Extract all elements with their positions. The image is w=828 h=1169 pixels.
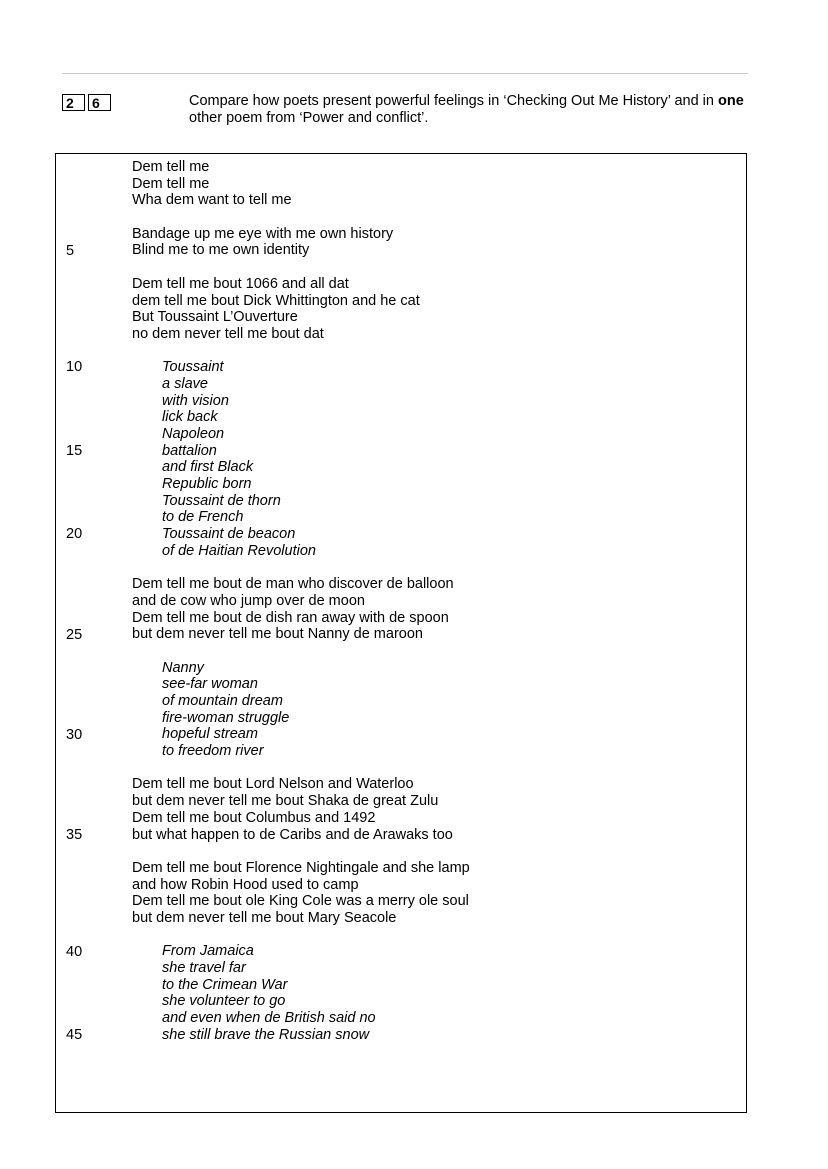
poem-line: see-far woman bbox=[162, 676, 258, 693]
poem-line: battalion bbox=[162, 442, 217, 459]
stanza-gap bbox=[132, 560, 470, 577]
poem-line: lick back bbox=[162, 409, 218, 426]
question-number-digit-2: 6 bbox=[88, 94, 111, 111]
stanza-gap bbox=[132, 343, 470, 360]
poem-line: and even when de British said no bbox=[162, 1010, 376, 1027]
question-text-part-2: other poem from ‘Power and conflict’. bbox=[189, 110, 429, 126]
poem-line: Toussaint de beacon bbox=[162, 526, 296, 543]
poem-line: to de French bbox=[162, 509, 244, 526]
stanza-gap bbox=[132, 259, 470, 276]
question-text-emphasis: one bbox=[717, 93, 744, 109]
poem-line: Dem tell me bout ole King Cole was a merry ole soul bbox=[132, 893, 469, 910]
poem-line: she still brave the Russian snow bbox=[162, 1026, 370, 1043]
poem-line: Nanny bbox=[162, 659, 204, 676]
poem-line: but what happen to de Caribs and de Arawaks too bbox=[132, 826, 453, 843]
line-number: 10 bbox=[66, 359, 83, 376]
poem-line: Dem tell me bout de dish ran away with de spoon bbox=[132, 609, 449, 626]
poem-line: and de cow who jump over de moon bbox=[132, 592, 365, 609]
poem-line: But Toussaint L’Ouverture bbox=[132, 309, 298, 326]
stanza-gap bbox=[132, 760, 470, 777]
poem-line: From Jamaica bbox=[162, 943, 254, 960]
question-text bbox=[189, 93, 749, 127]
poem-line: Blind me to me own identity bbox=[132, 242, 310, 259]
stanza-gap bbox=[132, 643, 470, 660]
poem-line: Dem tell me bout de man who discover de balloon bbox=[132, 576, 454, 593]
stanza-gap bbox=[132, 927, 470, 944]
line-number: 45 bbox=[66, 1027, 83, 1044]
poem-line: but dem never tell me bout Nanny de maroon bbox=[132, 626, 423, 643]
poem-line: a slave bbox=[162, 375, 208, 392]
poem-line: she volunteer to go bbox=[162, 993, 286, 1010]
poem-line: Dem tell me bbox=[132, 175, 210, 192]
question-number bbox=[62, 94, 111, 111]
poem-line: Dem tell me bout Florence Nightingale and she lamp bbox=[132, 859, 470, 876]
poem-line: with vision bbox=[162, 392, 229, 409]
poem-line: Toussaint bbox=[162, 359, 224, 376]
line-number: 40 bbox=[66, 943, 83, 960]
question-text-part-1: Compare how poets present powerful feelings in ‘Checking Out Me History’ and in bbox=[189, 93, 714, 109]
poem-line: hopeful stream bbox=[162, 726, 258, 743]
poem-line: of de Haitian Revolution bbox=[162, 542, 316, 559]
line-number: 20 bbox=[66, 526, 83, 543]
poem-line: but dem never tell me bout Shaka de great Zulu bbox=[132, 793, 439, 810]
poem-extract bbox=[132, 159, 470, 1043]
line-number: 15 bbox=[66, 442, 83, 459]
poem-line: no dem never tell me bout dat bbox=[132, 325, 324, 342]
poem-line: and first Black bbox=[162, 459, 254, 476]
poem-line: Dem tell me bbox=[132, 159, 210, 175]
poem-line: Republic born bbox=[162, 476, 252, 493]
poem-line: Dem tell me bout 1066 and all dat bbox=[132, 275, 349, 292]
line-number: 35 bbox=[66, 827, 83, 843]
poem-line: Dem tell me bout Columbus and 1492 bbox=[132, 809, 376, 826]
poem-line: but dem never tell me bout Mary Seacole bbox=[132, 909, 397, 926]
line-number: 30 bbox=[66, 726, 83, 743]
poem-line: Wha dem want to tell me bbox=[132, 192, 292, 209]
poem-line: of mountain dream bbox=[162, 693, 283, 709]
stanza-gap bbox=[132, 209, 470, 226]
poem-line: she travel far bbox=[162, 960, 246, 976]
poem-line: fire-woman struggle bbox=[162, 709, 290, 726]
poem-line: Dem tell me bout Lord Nelson and Waterloo bbox=[132, 776, 414, 793]
poem-line: Napoleon bbox=[162, 426, 225, 442]
line-number: 25 bbox=[66, 626, 83, 643]
poem-line: dem tell me bout Dick Whittington and he cat bbox=[132, 292, 420, 309]
poem-line: Bandage up me eye with me own history bbox=[132, 225, 394, 242]
poem-line: and how Robin Hood used to camp bbox=[132, 876, 359, 893]
stanza-gap bbox=[132, 843, 470, 860]
poem-line: to freedom river bbox=[162, 743, 264, 760]
line-number: 5 bbox=[66, 242, 75, 259]
question-number-digit-1: 2 bbox=[62, 94, 85, 111]
poem-line: Toussaint de thorn bbox=[162, 492, 281, 509]
poem-line: to the Crimean War bbox=[162, 976, 288, 993]
header-rule bbox=[62, 73, 748, 74]
